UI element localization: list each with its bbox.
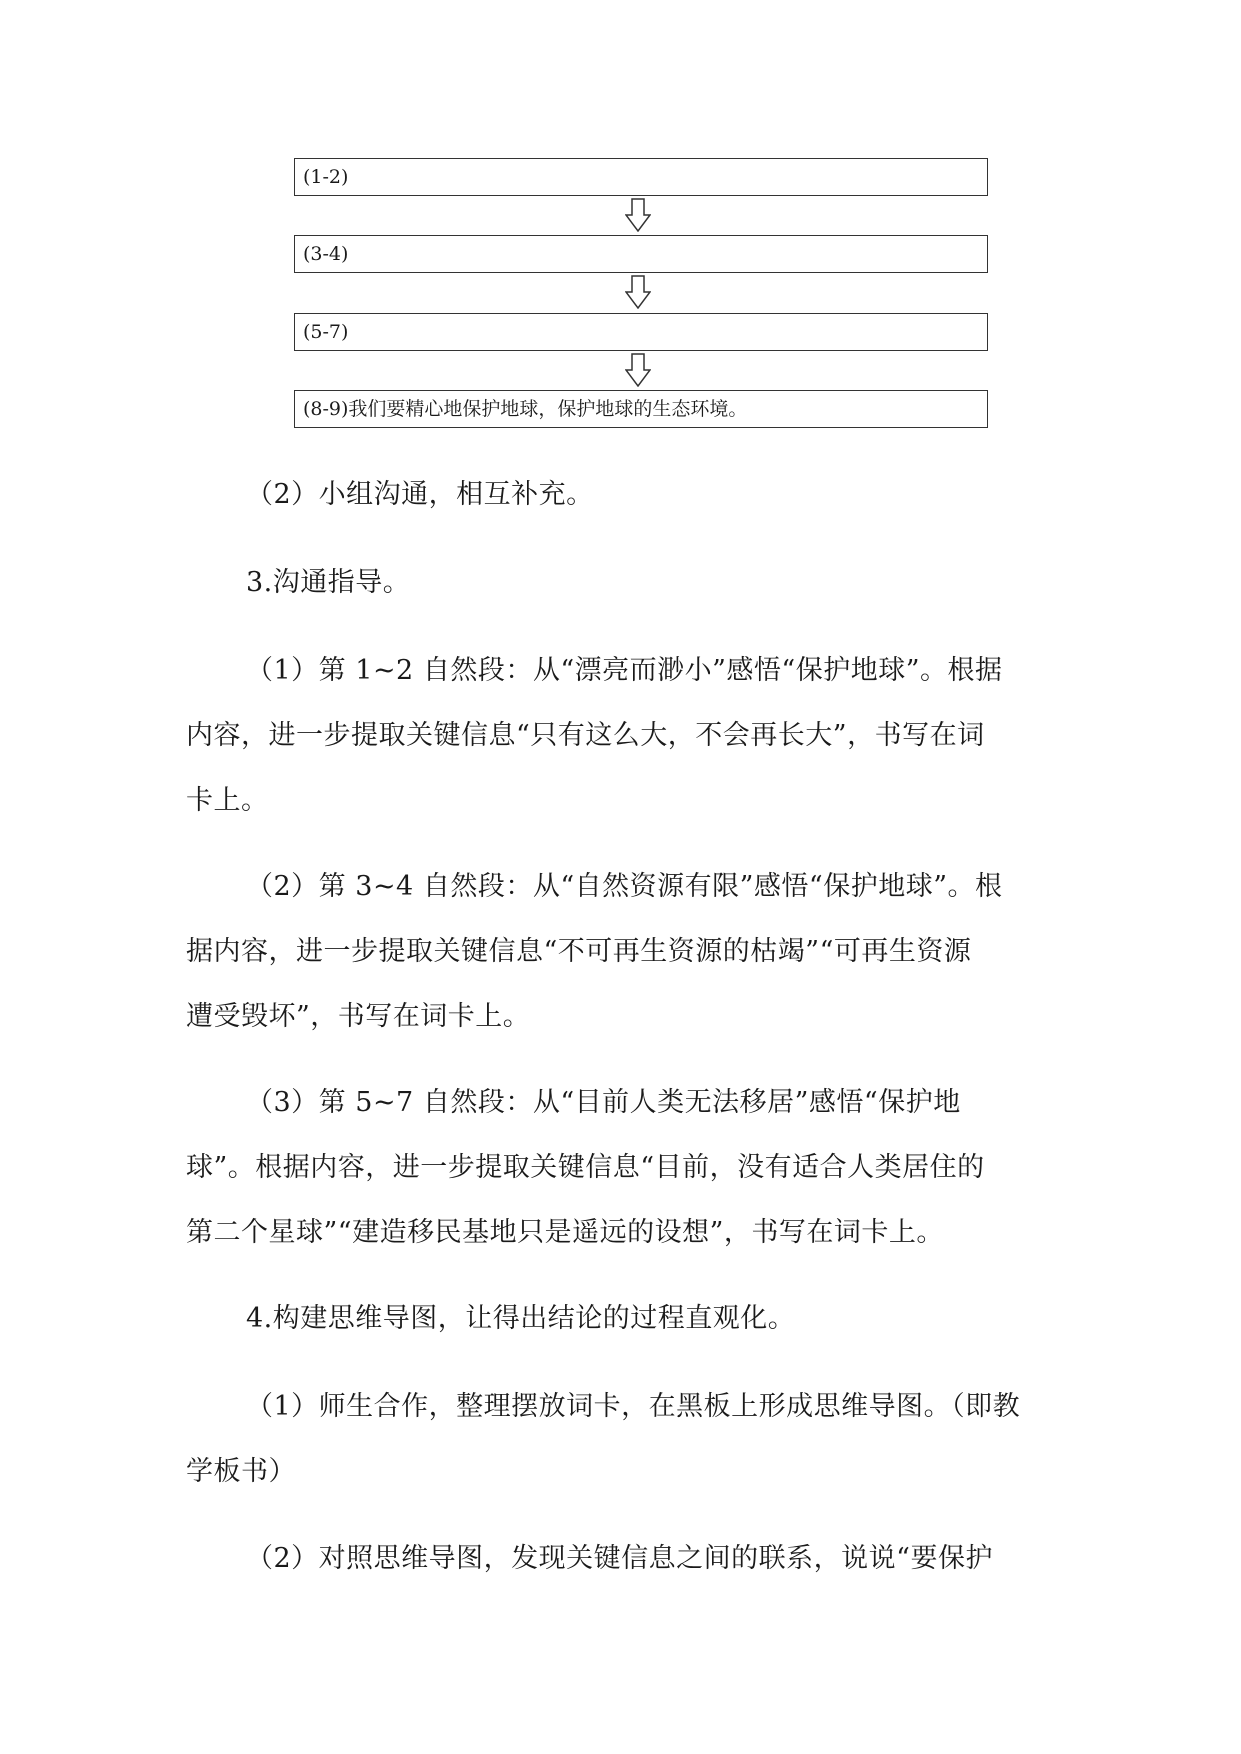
heading-communication-guidance: 3.沟通指导。 [246, 567, 411, 598]
paragraph-5-line-1: （2）对照思维导图，发现关键信息之间的联系，说说“要保护 [246, 1543, 993, 1574]
heading-mind-map: 4.构建思维导图，让得出结论的过程直观化。 [246, 1303, 796, 1334]
flow-box-2: (3-4) [294, 235, 988, 273]
paragraph-2-line-2: 据内容，进一步提取关键信息“不可再生资源的枯竭”“可再生资源 [186, 936, 972, 967]
flow-box-3: (5-7) [294, 313, 988, 351]
down-arrow-icon [625, 353, 651, 387]
paragraph-3-line-1: （3）第 5~7 自然段：从“目前人类无法移居”感悟“保护地 [246, 1087, 961, 1118]
down-arrow-icon [625, 275, 651, 309]
paragraph-2-line-1: （2）第 3~4 自然段：从“自然资源有限”感悟“保护地球”。根 [246, 871, 1003, 902]
down-arrow-icon [625, 198, 651, 232]
paragraph-4-line-2: 学板书） [186, 1456, 296, 1487]
paragraph-4-line-1: （1）师生合作，整理摆放词卡，在黑板上形成思维导图。（即教 [246, 1391, 1021, 1422]
paragraph-3-line-3: 第二个星球”“建造移民基地只是遥远的设想”，书写在词卡上。 [186, 1217, 944, 1248]
paragraph-1-line-1: （1）第 1~2 自然段：从“漂亮而渺小”感悟“保护地球”。根据 [246, 655, 1003, 686]
paragraph-1-line-2: 内容，进一步提取关键信息“只有这么大，不会再长大”，书写在词 [186, 720, 985, 751]
paragraph-3-line-2: 球”。根据内容，进一步提取关键信息“目前，没有适合人类居住的 [186, 1152, 985, 1183]
paragraph-group-discussion: （2）小组沟通，相互补充。 [246, 479, 594, 510]
paragraph-1-line-3: 卡上。 [186, 785, 269, 816]
paragraph-2-line-3: 遭受毁坏”，书写在词卡上。 [186, 1001, 531, 1032]
flow-box-1: (1-2) [294, 158, 988, 196]
flow-box-4: (8-9)我们要精心地保护地球，保护地球的生态环境。 [294, 390, 988, 428]
